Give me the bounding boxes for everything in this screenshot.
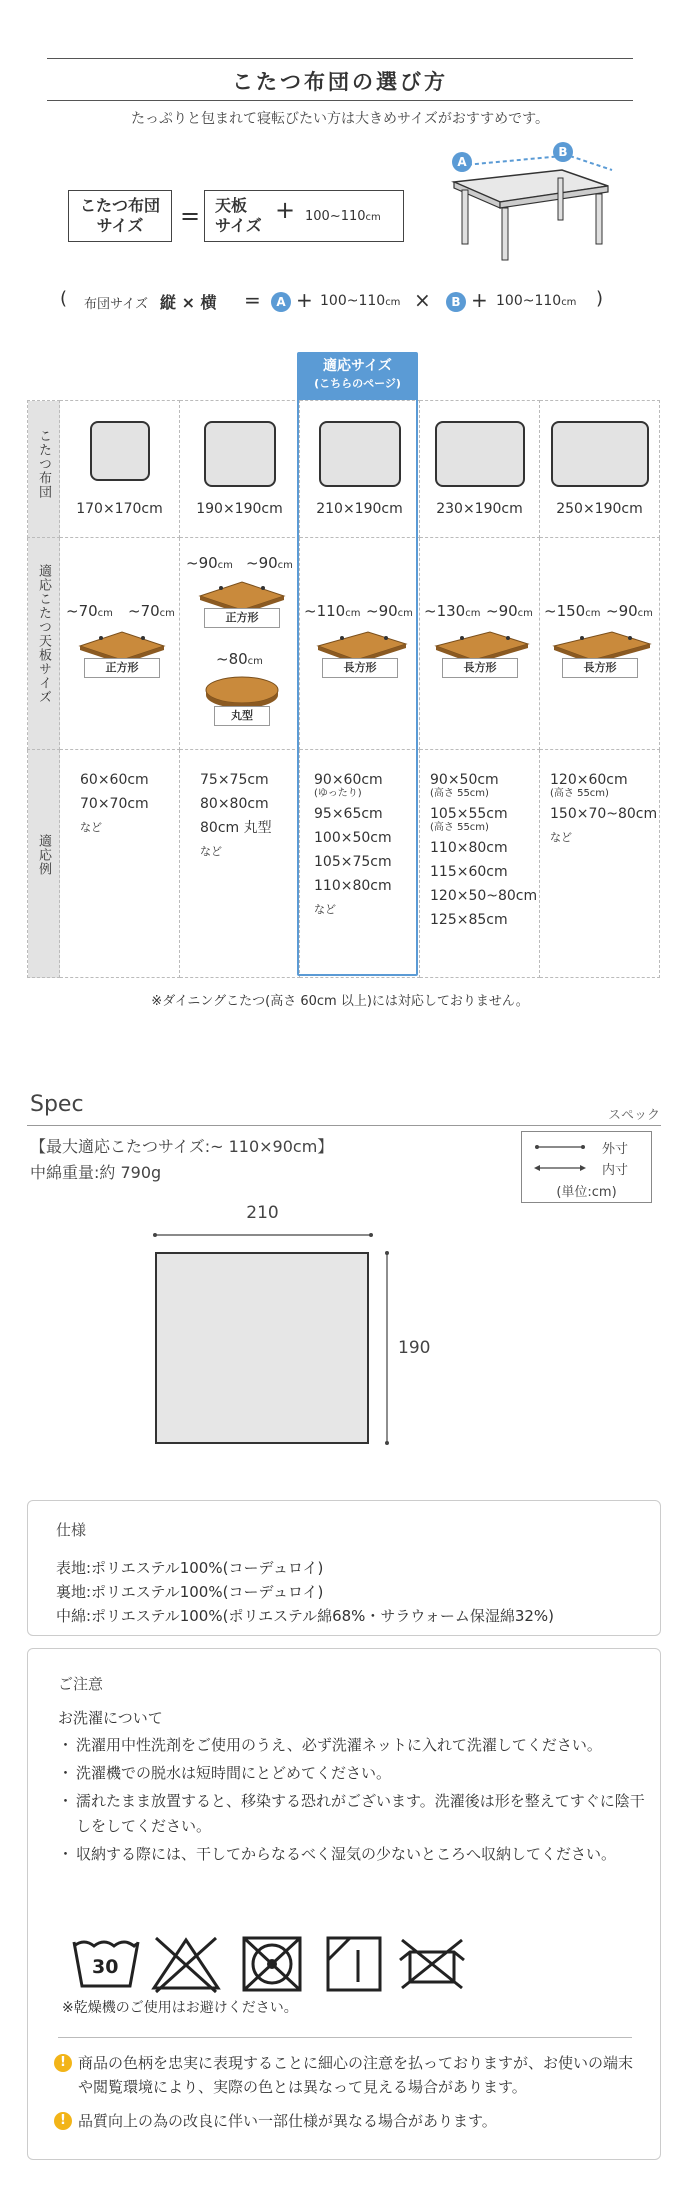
spec-change-warning-text: 品質向上の為の改良に伴い一部仕様が異なる場合があります。 [78, 2112, 497, 2130]
example-size: 95×65cm [314, 806, 383, 822]
row-head-examples-label: 適応例 [36, 834, 51, 876]
dim-width-value: ~90 [246, 554, 278, 572]
dim-depth-unit: cm [345, 608, 361, 619]
add-length [305, 207, 381, 228]
dim-width [246, 554, 293, 572]
formula-dims: 縦 × 横 [160, 293, 217, 312]
material-filling: 中綿:ポリエステル100%(ポリエステル綿68%・サラウォーム保湿綿32%) [56, 1607, 555, 1625]
formula-plus-a: + [296, 288, 313, 312]
dim-width [606, 602, 653, 620]
example-note: (高さ 55cm) [430, 788, 489, 799]
spec-divider [27, 1125, 661, 1126]
dim-width [128, 602, 175, 620]
applicable-size-tab-title: 適応サイズ [323, 358, 392, 374]
shape-label: 長方形 [562, 658, 638, 678]
label-a-icon: A [452, 152, 472, 172]
applicable-size-tab-note: (こちらのページ) [314, 377, 401, 390]
height-dimension: 190 [398, 1338, 431, 1358]
tabletop-size-box-line1: 天板 [215, 196, 248, 215]
care-divider [58, 2037, 632, 2038]
futon-size-cell [60, 401, 180, 538]
dim-width-value: ~70 [128, 602, 160, 620]
plus-sign: + [275, 196, 296, 224]
add-length-unit: cm [365, 212, 381, 223]
formula-add-a-unit: cm [385, 297, 401, 308]
size-formula [0, 288, 680, 318]
futon-210-icon [319, 421, 401, 487]
futon-230-icon [435, 421, 525, 487]
page-subtitle: たっぷりと包まれて寝転びたい方は大きめサイズがおすすめです。 [131, 111, 549, 127]
width-dimension: 210 [246, 1203, 279, 1223]
height-dimension-line [382, 1248, 392, 1448]
top-divider [47, 58, 633, 59]
example-size: 80×80cm [200, 796, 269, 812]
examples-cell [540, 750, 660, 978]
tabletop-cell [540, 538, 660, 750]
formula-add-a [320, 293, 400, 309]
tabletop-size-box-line2: サイズ [215, 216, 262, 235]
equals-sign: = [180, 202, 201, 230]
dim-width-value: ~90 [486, 602, 518, 620]
width-dimension-line [150, 1230, 376, 1240]
dim-depth [304, 602, 360, 620]
example-size: 100×50cm [314, 830, 392, 846]
formula-open-paren: ( [60, 288, 68, 309]
dim-depth-unit: cm [97, 608, 113, 619]
washing-instruction: ・ 濡れたまま放置すると、移染する恐れがございます。洗濯後は形を整えてすぐに陰干しをしてください。 [58, 1789, 652, 1839]
no-dry-clean-icon [396, 1932, 468, 1994]
dim-width-value: ~90 [606, 602, 638, 620]
shape-label: 正方形 [84, 658, 160, 678]
example-size: 105×75cm [314, 854, 392, 870]
example-size: 120×50~80cm [430, 888, 538, 904]
spec-title: Spec [30, 1092, 84, 1117]
examples-cell [300, 750, 420, 978]
example-size: 105×55cm [430, 806, 508, 822]
futon-size-row [28, 401, 660, 538]
formula-add-b [496, 293, 576, 309]
kotatsu-futon-diagram [155, 1252, 369, 1444]
tabletop-size-row [28, 538, 660, 750]
no-tumble-dry-icon [236, 1932, 308, 1994]
care-title: ご注意 [58, 1675, 104, 1693]
dim-depth-value: ~70 [66, 602, 98, 620]
dim-diameter-unit: cm [247, 656, 263, 667]
color-warning [54, 2051, 644, 2099]
washing-instruction: ・ 洗濯機での脱水は短時間にとどめてください。 [58, 1761, 652, 1786]
example-size: 75×75cm [200, 772, 269, 788]
examples-row [28, 750, 660, 978]
legend-unit-label: (単位:cm) [556, 1185, 617, 1200]
futon-size-cell [420, 401, 540, 538]
dim-width-value: ~90 [366, 602, 398, 620]
example-size: 90×50cm [430, 772, 499, 788]
spec-change-warning [54, 2109, 644, 2133]
formula-close-paren: ) [596, 288, 604, 309]
inner-dimension-icon [534, 1163, 586, 1173]
formula-add-a-value: 100~110 [320, 293, 386, 309]
dim-depth [186, 554, 233, 572]
dim-depth-unit: cm [217, 560, 233, 571]
legend-outer-label: 外寸 [602, 1142, 629, 1157]
wash-30-icon [70, 1932, 142, 1994]
futon-size-label: 170×170cm [76, 501, 163, 517]
shape-label: 長方形 [442, 658, 518, 678]
examples-etc: など [550, 831, 572, 844]
dim-depth [424, 602, 480, 620]
dim-width-unit: cm [277, 560, 293, 571]
filling-weight: 中綿重量:約 790g [30, 1163, 162, 1182]
example-size: 110×80cm [430, 840, 508, 856]
row-head-futon [28, 401, 60, 538]
examples-etc: など [80, 821, 102, 834]
drip-dry-shade-icon [318, 1932, 390, 1994]
example-size: 150×70~80cm [550, 806, 658, 822]
outer-dimension-icon [534, 1142, 586, 1152]
tabletop-size-box [204, 190, 404, 242]
washing-instruction: ・ 収納する際には、干してからなるべく湿気の少ないところへ収納してください。 [58, 1842, 652, 1867]
applicable-size-tab [297, 352, 418, 400]
formula-equals: = [244, 288, 261, 312]
futon-size-cell [180, 401, 300, 538]
formula-a-icon: A [271, 292, 291, 312]
dim-width-unit: cm [397, 608, 413, 619]
tabletop-cell [60, 538, 180, 750]
futon-190-icon [204, 421, 276, 487]
example-size: 110×80cm [314, 878, 392, 894]
title-divider [47, 100, 633, 101]
futon-size-box-line1: こたつ布団 [79, 196, 160, 215]
tabletop-cell [180, 538, 300, 750]
example-size: 70×70cm [80, 796, 149, 812]
dim-width [486, 602, 533, 620]
wash-temp-label: 30 [92, 1956, 119, 1978]
futon-170-icon [90, 421, 150, 481]
example-size: 90×60cm [314, 772, 383, 788]
futon-size-cell [300, 401, 420, 538]
row-head-futon-label: こたつ布団 [36, 429, 51, 499]
washing-title: お洗濯について [58, 1709, 163, 1727]
dim-depth-unit: cm [465, 608, 481, 619]
dim-width-unit: cm [517, 608, 533, 619]
shape-label: 長方形 [322, 658, 398, 678]
page-title: こたつ布団の選び方 [232, 70, 448, 94]
formula-add-b-value: 100~110 [496, 293, 562, 309]
example-size: 60×60cm [80, 772, 149, 788]
washing-instructions [58, 1733, 652, 1870]
example-note: (ゆったり) [314, 788, 362, 799]
legend-inner-label: 内寸 [602, 1163, 629, 1178]
shape-label: 正方形 [204, 608, 280, 628]
size-table [27, 400, 660, 978]
material-outer: 表地:ポリエステル100%(コーデュロイ) [56, 1559, 324, 1577]
futon-size-box [68, 190, 172, 242]
add-length-value: 100~110 [305, 209, 366, 224]
label-b-icon: B [553, 142, 573, 162]
dim-depth-value: ~110 [304, 602, 346, 620]
example-note: (高さ 55cm) [550, 788, 609, 799]
material-lining: 裏地:ポリエステル100%(コーデュロイ) [56, 1583, 324, 1601]
dim-depth [66, 602, 113, 620]
tabletop-cell [300, 538, 420, 750]
futon-size-label: 190×190cm [196, 501, 283, 517]
formula-times: × [414, 288, 431, 312]
materials-card [27, 1500, 661, 1636]
example-size: 125×85cm [430, 912, 508, 928]
example-note: (高さ 55cm) [430, 822, 489, 833]
round-shape-label: 丸型 [214, 706, 270, 726]
row-head-tabletop-label: 適応こたつ天板サイズ [36, 564, 51, 704]
examples-cell [60, 750, 180, 978]
formula-label: 布団サイズ [84, 297, 148, 312]
dim-diameter-value: ~80 [216, 650, 248, 668]
example-size: 80cm 丸型 [200, 820, 272, 836]
dim-width-unit: cm [159, 608, 175, 619]
dim-depth-unit: cm [585, 608, 601, 619]
spec-subtitle: スペック [607, 1108, 660, 1123]
dining-kotatsu-note: ※ダイニングこたつ(高さ 60cm 以上)には対応しておりません。 [151, 994, 529, 1009]
futon-size-label: 230×190cm [436, 501, 523, 517]
dim-width-unit: cm [637, 608, 653, 619]
examples-cell [420, 750, 540, 978]
max-kotatsu-size: 【最大適応こたつサイズ:~ 110×90cm】 [30, 1137, 334, 1156]
dim-width [366, 602, 413, 620]
care-card [27, 1648, 661, 2160]
dim-depth [544, 602, 600, 620]
example-size: 115×60cm [430, 864, 508, 880]
dim-depth-value: ~90 [186, 554, 218, 572]
dim-depth-value: ~130 [424, 602, 466, 620]
materials-title: 仕様 [56, 1521, 87, 1539]
dryer-note: ※乾燥機のご使用はお避けください。 [62, 2000, 298, 2016]
row-head-tabletop [28, 538, 60, 750]
examples-cell [180, 750, 300, 978]
futon-size-box-line2: サイズ [96, 216, 144, 235]
warning-icon: ! [54, 2054, 72, 2072]
examples-etc: など [314, 903, 336, 916]
examples-etc: など [200, 845, 222, 858]
warning-icon: ! [54, 2112, 72, 2130]
example-size: 120×60cm [550, 772, 628, 788]
formula-plus-b: + [471, 288, 488, 312]
formula-add-b-unit: cm [561, 297, 577, 308]
dimension-legend [521, 1131, 652, 1203]
dim-depth-value: ~150 [544, 602, 586, 620]
formula-b-icon: B [446, 292, 466, 312]
futon-size-label: 210×190cm [316, 501, 403, 517]
futon-250-icon [551, 421, 649, 487]
dim-diameter [216, 650, 263, 668]
no-bleach-icon [150, 1932, 222, 1994]
row-head-examples [28, 750, 60, 978]
futon-size-cell [540, 401, 660, 538]
futon-size-label: 250×190cm [556, 501, 643, 517]
tabletop-cell [420, 538, 540, 750]
color-warning-text: 商品の色柄を忠実に表現することに細心の注意を払っておりますが、お使いの端末や閲覧環境により、実際の色とは異なって見える場合があります。 [78, 2054, 634, 2096]
washing-instruction: ・ 洗濯用中性洗剤をご使用のうえ、必ず洗濯ネットに入れて洗濯してください。 [58, 1733, 652, 1758]
